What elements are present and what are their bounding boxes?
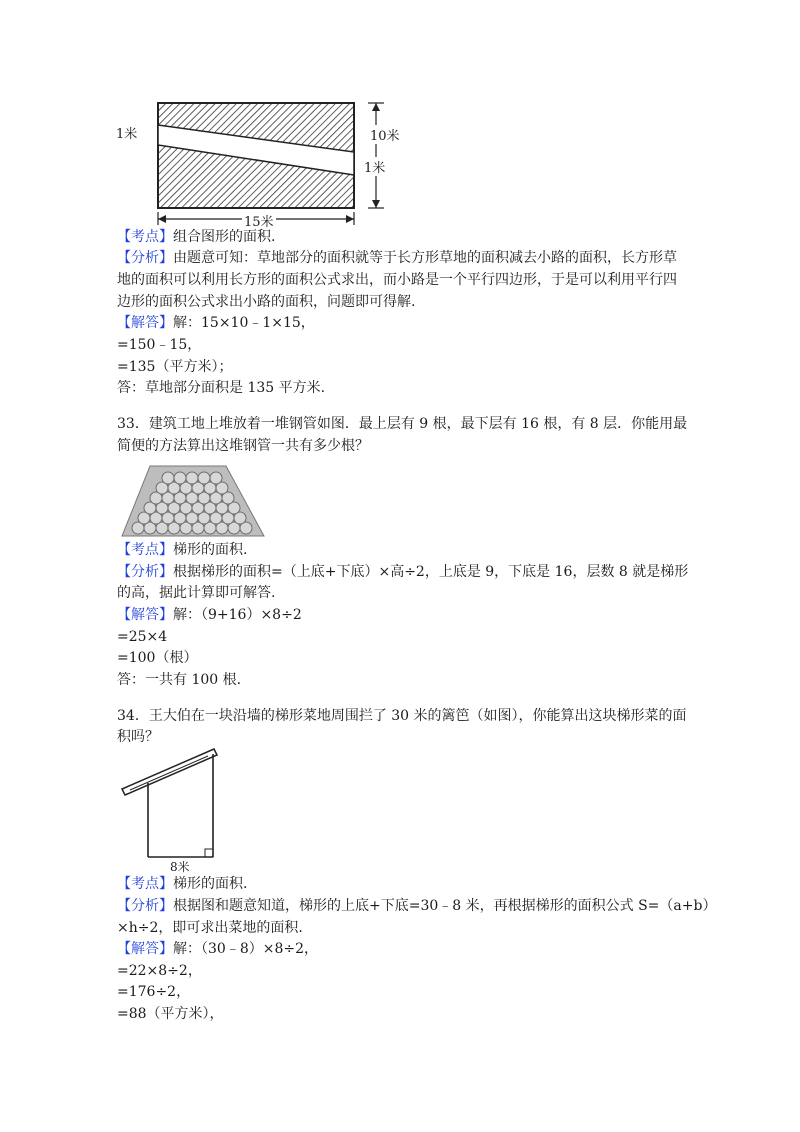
q34-jieda-line4: =88（平方米），	[117, 1006, 224, 1022]
q32-fenxi: 【分析】由题意可知：草地部分的面积就等于长方形草地的面积减去小路的面积，长方形草	[117, 250, 677, 266]
q33-jieda-line2: =25×4	[117, 629, 168, 645]
q32-jieda-line2: =150﹣15，	[117, 337, 202, 353]
q33-jieda-line3: =100（根）	[117, 650, 198, 666]
q33-kaodian: 【考点】梯形的面积.	[117, 542, 248, 558]
q33-fenxi-line2: 的高，据此计算即可解答.	[117, 585, 276, 601]
q32-fenxi-line3: 边形的面积公式求出小路的面积，问题即可得解.	[117, 294, 416, 310]
q32-jieda: 【解答】解：15×10﹣1×15，	[117, 315, 315, 331]
q33-question-line2: 简便的方法算出这堆钢管一共有多少根？	[117, 438, 369, 454]
q34-jieda-line2: =22×8÷2，	[117, 963, 202, 979]
q33-jieda: 【解答】解：（9+16）×8÷2	[117, 607, 302, 623]
q34-fenxi-line2: ×h÷2，即可求出菜地的面积.	[117, 920, 303, 936]
q33-question: 33．建筑工地上堆放着一堆钢管如图．最上层有 9 根，最下层有 16 根，有 8 层．你能用最	[117, 416, 688, 432]
q33-answer: 答：一共有 100 根.	[117, 672, 242, 688]
q34-fenxi: 【分析】根据图和题意知道，梯形的上底+下底=30﹣8 米，再根据梯形的面积公式 S=（a+b）	[117, 898, 717, 914]
q34-jieda: 【解答】解：（30﹣8）×8÷2，	[117, 941, 318, 957]
garden-figure	[118, 745, 238, 877]
q32-answer: 答：草地部分面积是 135 平方米.	[117, 380, 326, 396]
label-right-width: 1米	[364, 157, 385, 176]
q34-kaodian: 【考点】梯形的面积.	[117, 876, 248, 892]
q34-question-line2: 积吗？	[117, 729, 159, 745]
wall	[122, 749, 217, 795]
q32-jieda-line3: =135（平方米）；	[117, 359, 233, 375]
pipe-stack-diagram	[118, 462, 268, 540]
q32-fenxi-line2: 地的面积可以利用长方形的面积公式求出，而小路是一个平行四边形，于是可以利用平行四	[117, 272, 677, 288]
label-length: 15米	[242, 211, 276, 230]
q32-kaodian: 【考点】组合图形的面积.	[117, 229, 276, 245]
garden-width-label: 8米	[170, 860, 190, 874]
lawn-path-figure	[110, 95, 410, 230]
q33-fenxi: 【分析】根据梯形的面积=（上底+下底）×高÷2，上底是 9，下底是 16，层数 8 就是梯形	[117, 564, 689, 580]
label-left-width: 1米	[116, 123, 137, 142]
q34-jieda-line3: =176÷2，	[117, 984, 191, 1000]
q34-question: 34．王大伯在一块沿墙的梯形菜地周围拦了 30 米的篱笆（如图），你能算出这块梯形菜的面	[117, 708, 687, 724]
pipe-stack-figure	[118, 462, 268, 540]
label-height: 10米	[370, 125, 400, 144]
